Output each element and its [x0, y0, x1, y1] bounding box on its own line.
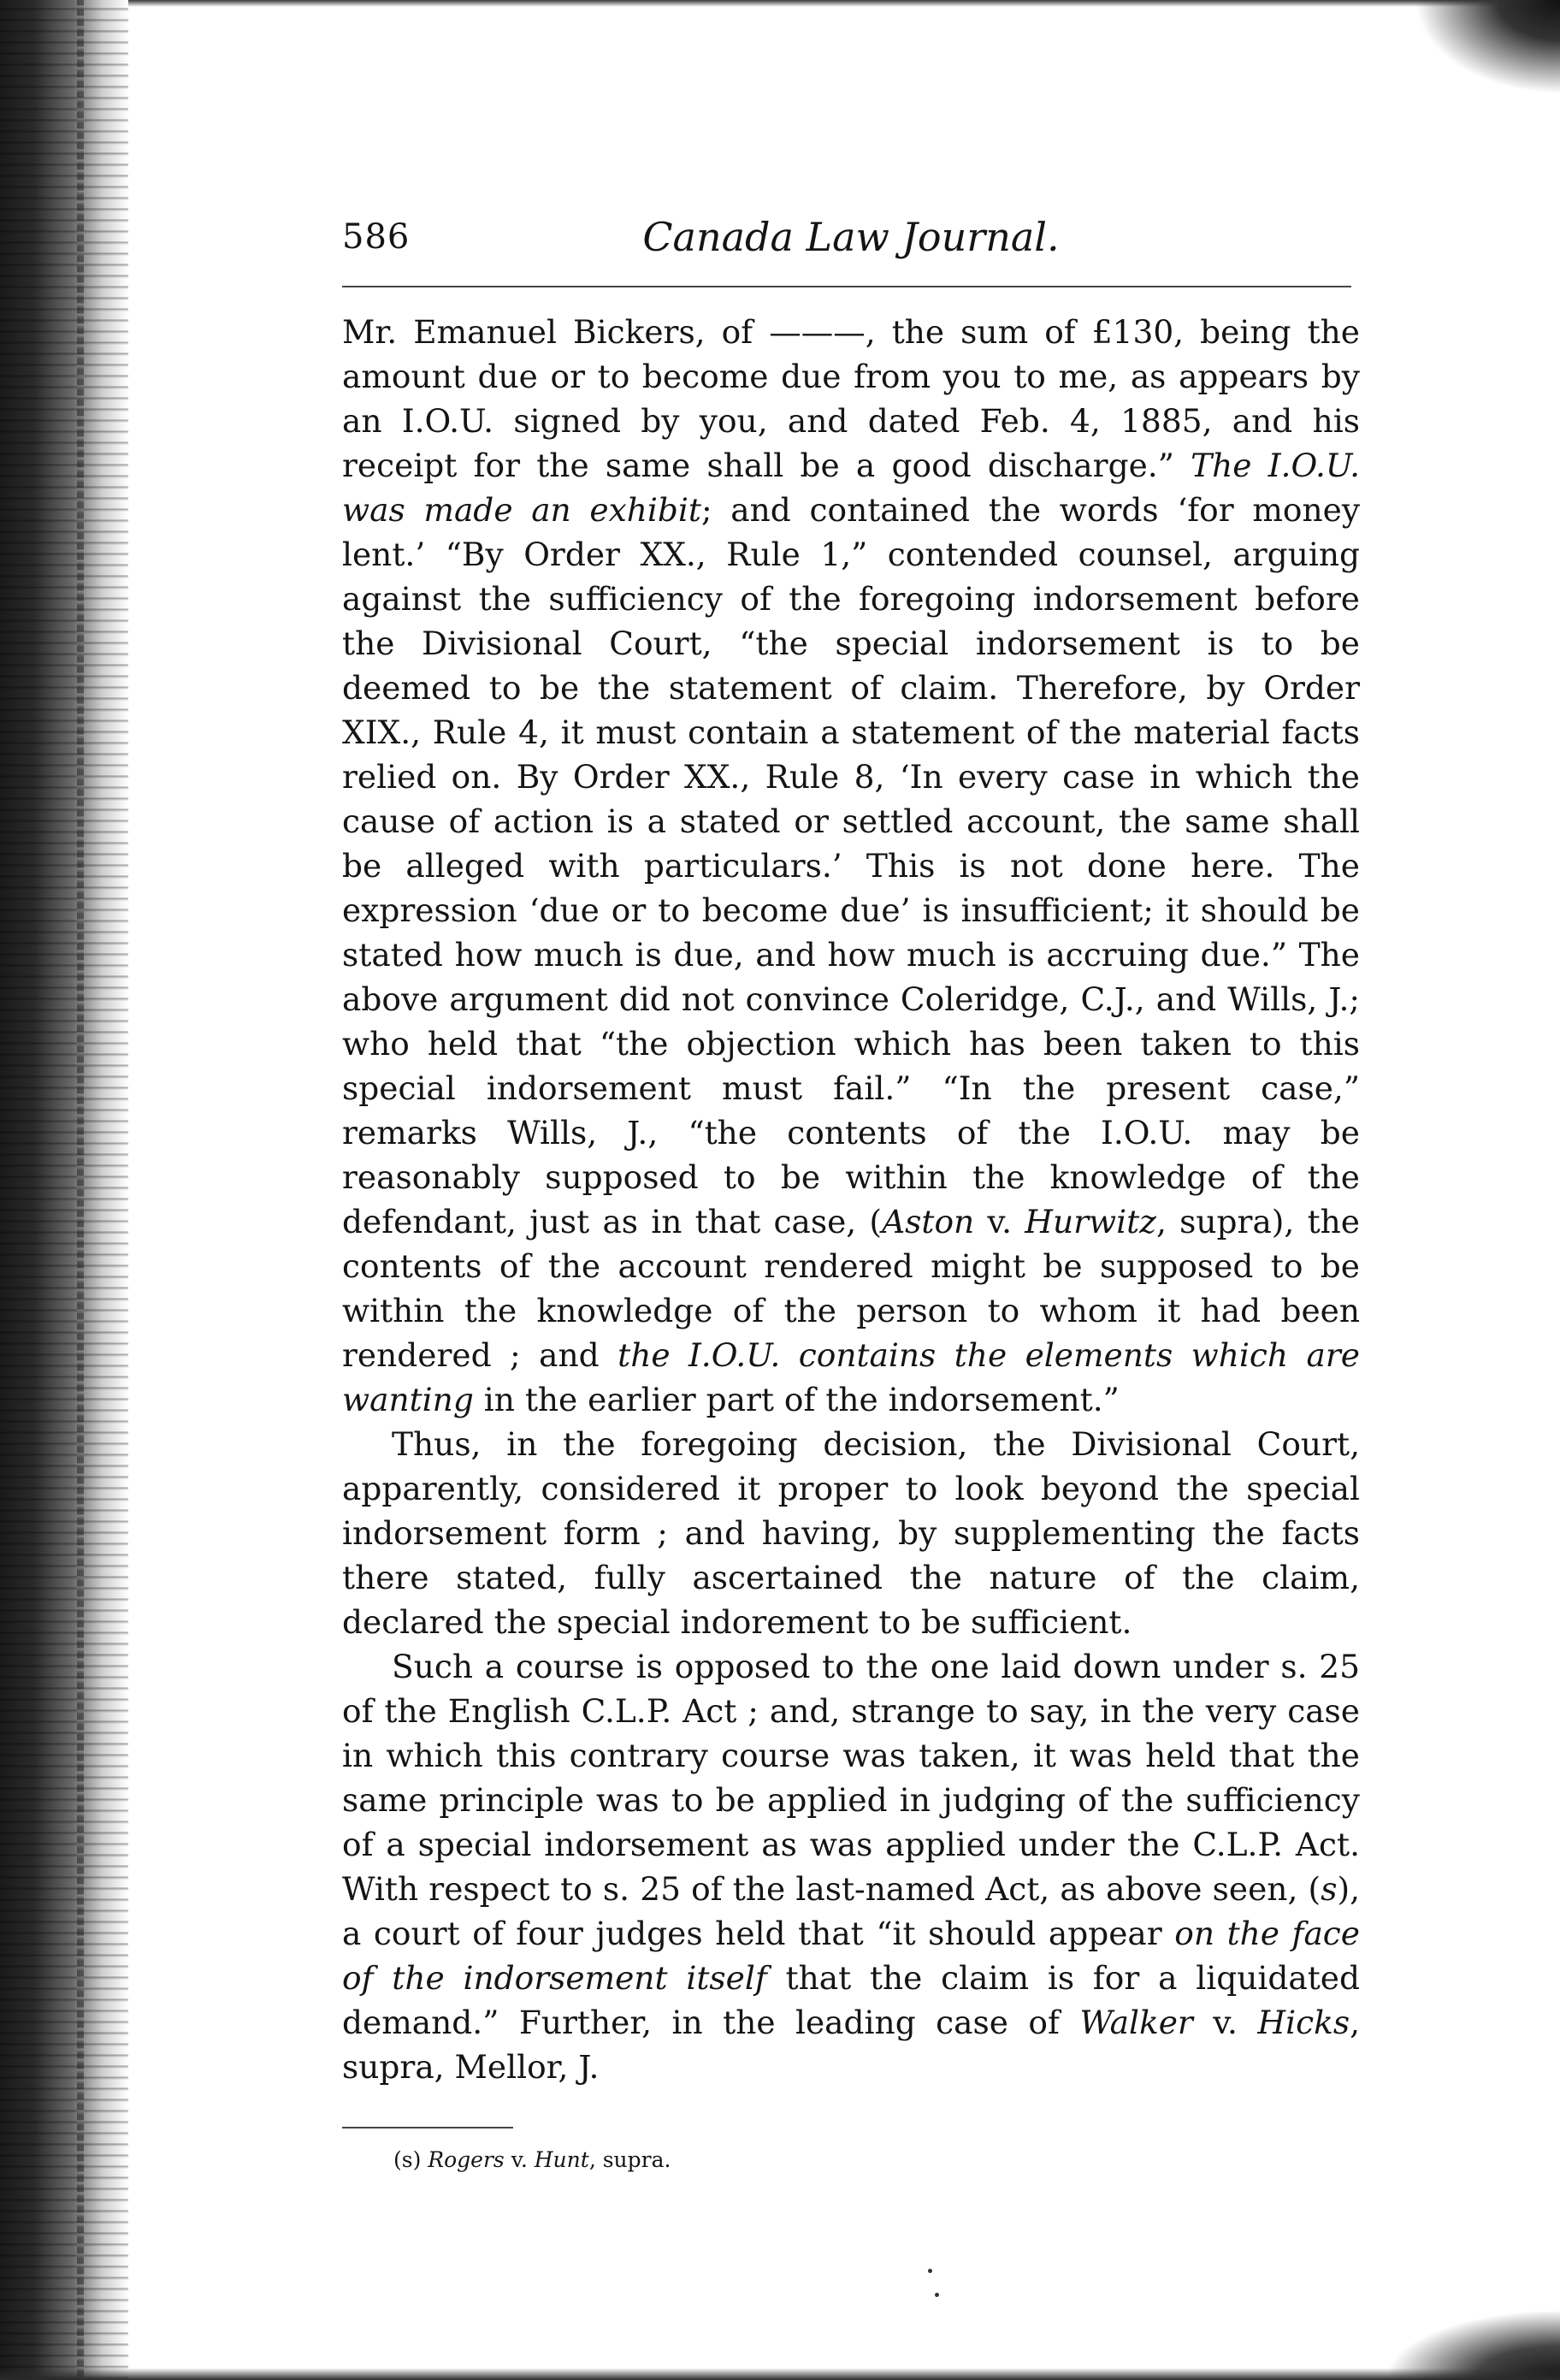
scan-corner-shadow-top — [1415, 0, 1560, 94]
case-name: Aston — [882, 1203, 975, 1240]
paragraph — [342, 1644, 1360, 2089]
journal-page — [342, 214, 1360, 2175]
page-number: 586 — [342, 217, 411, 257]
text-run: v. — [974, 1203, 1025, 1240]
text-run: v. — [1192, 2004, 1258, 2041]
scan-speck — [935, 2293, 939, 2297]
text-run: , supra. — [588, 2147, 671, 2172]
text-run: , supra), the contents of the account rendered might be supposed to be within the knowledge of the person to whom it had been rendered ; and — [342, 1203, 1360, 1374]
scan-speck — [928, 2269, 932, 2273]
text-run: Mr. Emanuel Bickers, of ———, the sum of £130, being the amount due or to become due from you to me, as appears by an I.O.U. signed by you, and dated Feb. 4, 1885, and his receipt for the same shall be a good discharge.” — [342, 313, 1360, 484]
header-rule — [342, 286, 1351, 287]
footnote-marker: (s) — [393, 2147, 422, 2172]
book-binding-shadow — [0, 0, 128, 2380]
case-name: Hunt — [534, 2147, 589, 2172]
text-run: in the earlier part of the indorsement.” — [473, 1381, 1120, 1418]
scan-top-edge — [0, 0, 1560, 7]
text-run: ), a court of four judges held that “it should appear — [342, 1870, 1360, 1952]
case-name: Hurwitz — [1025, 1203, 1156, 1240]
paragraph — [342, 310, 1360, 1422]
text-run: ; and contained the words ‘for money lent.’ “By Order XX., Rule 1,” contended counsel, arguing against the sufficiency of the foregoing indorsement before the Divisional Court, “the special indorsement is to be deemed to be the statement of claim. Therefore, by Order XIX., Rule 4, it must contain a statement of the material facts relied on. By Order XX., Rule 8, ‘In every case in which the cause of action is a stated or settled account, the same shall be alleged with particulars.’ This is not done here. The expression ‘due or to become due’ is insufficient; it should be stated how much is due, and how much is accruing due.” The above argument did not convince Coleridge, C.J., and Wills, J.; who held that “the objection which has been taken to this special indorsement must fail.” “In the present case,” remarks Wills, J., “the contents of the I.O.U. may be reasonably supposed to be within the knowledge of the defendant, just as in that case, ( — [342, 491, 1361, 1240]
paragraph: Thus, in the foregoing decision, the Divisional Court, apparently, considered it proper to look beyond the special indorsement form ; and having, by supplementing the facts there stated, fully ascertained the nature of the claim, declared the special indorement to be sufficient. — [342, 1425, 1360, 1641]
case-name: Rogers — [428, 2147, 505, 2172]
article-body — [342, 310, 1360, 2089]
binding-edge-texture — [77, 0, 84, 2380]
footnote — [342, 2146, 1360, 2175]
page-header — [342, 214, 1360, 274]
footnote-rule — [342, 2127, 513, 2128]
italic-run: on the face of the indorsement itself — [342, 1915, 1360, 1997]
case-name: Hicks — [1257, 2004, 1350, 2041]
case-name: Walker — [1079, 2004, 1193, 2041]
running-title: Canada Law Journal. — [642, 214, 1060, 260]
italic-run: the I.O.U. contains the elements which are wanting — [342, 1336, 1360, 1418]
scan-bottom-edge — [0, 2368, 1560, 2380]
text-run: Such a course is opposed to the one laid down under s. 25 of the English C.L.P. Act ; and, strange to say, in the very case in which this contrary course was taken, it was held that the same principle was to be applied in judging of the sufficiency of a special indorsement as was applied under the C.L.P. Act. With respect to s. 25 of the last-named Act, as above seen, ( — [342, 1648, 1360, 1908]
text-run: that the claim is for a liquidated demand.” Further, in the leading case of — [342, 1959, 1360, 2041]
italic-run: The I.O.U. was made an exhibit — [342, 447, 1360, 529]
footnote-ref: s — [1321, 1870, 1338, 1908]
text-run: v. — [504, 2147, 535, 2172]
text-run: , supra, Mellor, J. — [342, 2004, 1360, 2086]
